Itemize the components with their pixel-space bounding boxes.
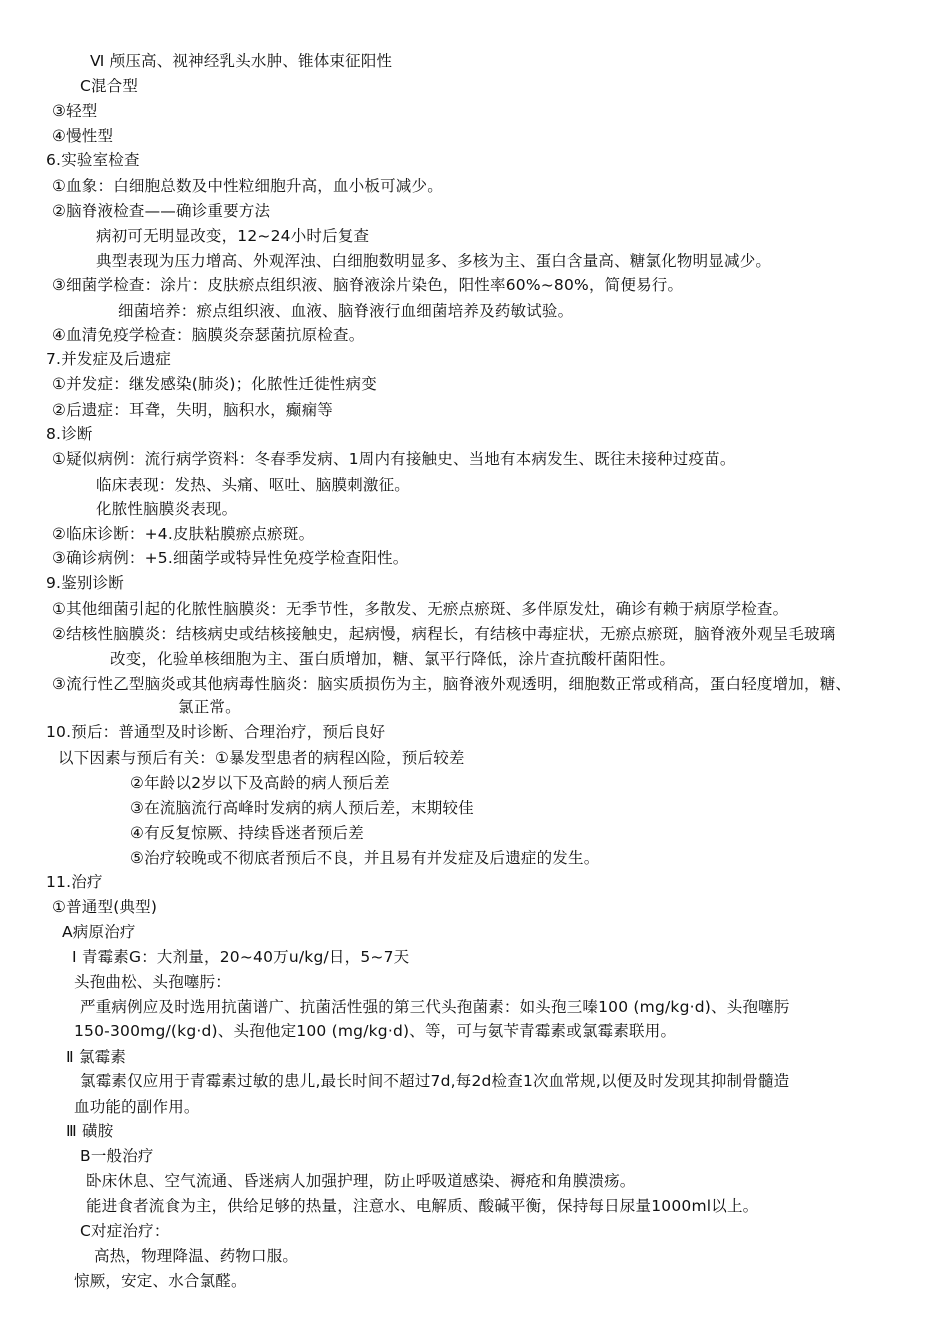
- text-line: ③在流脑流行高峰时发病的病人预后差，末期较佳: [130, 799, 474, 817]
- text-line: ①普通型(典型): [52, 898, 158, 916]
- text-line: 病初可无明显改变，12~24小时后复查: [96, 227, 370, 245]
- text-line: ③流行性乙型脑炎或其他病毒性脑炎：脑实质损伤为主，脑脊液外观透明，细胞数正常或稍高，蛋白轻度增加，糖、: [52, 675, 852, 693]
- text-line: ④血清免疫学检查：脑膜炎奈瑟菌抗原检查。: [52, 326, 365, 344]
- text-line: 卧床休息、空气流通、昏迷病人加强护理，防止呼吸道感染、褥疮和角膜溃疡。: [86, 1172, 636, 1190]
- text-line: A病原治疗: [62, 923, 136, 941]
- text-line: ③确诊病例：+5.细菌学或特异性免疫学检查阳性。: [52, 549, 409, 567]
- text-line: ②脑脊液检查——确诊重要方法: [52, 202, 271, 220]
- text-line: 改变，化验单核细胞为主、蛋白质增加，糖、氯平行降低，涂片查抗酸杆菌阳性。: [110, 650, 676, 668]
- text-line: Ⅱ 氯霉素: [66, 1048, 127, 1066]
- text-line: ④慢性型: [52, 127, 114, 145]
- text-line: Ⅲ 磺胺: [66, 1122, 114, 1140]
- text-line: 严重病例应及时选用抗菌谱广、抗菌活性强的第三代头孢菌素：如头孢三嗪100 (mg/kg·d)、头孢噻肟: [80, 998, 790, 1016]
- text-line: ①并发症：继发感染(肺炎)；化脓性迁徙性病变: [52, 375, 377, 393]
- text-line: 典型表现为压力增高、外观浑浊、白细胞数明显多、多核为主、蛋白含量高、糖氯化物明显减少。: [96, 252, 772, 270]
- text-line: 高热，物理降温、药物口服。: [94, 1247, 299, 1265]
- text-line: ③轻型: [52, 102, 98, 120]
- text-line: 细菌培养：瘀点组织液、血液、脑脊液行血细菌培养及药敏试验。: [118, 302, 574, 320]
- text-line: 惊厥，安定、水合氯醛。: [74, 1272, 247, 1290]
- text-line: 血功能的副作用。: [74, 1098, 200, 1116]
- text-line: ②结核性脑膜炎：结核病史或结核接触史，起病慢，病程长，有结核中毒症状，无瘀点瘀斑，脑脊液外观呈毛玻璃: [52, 625, 836, 643]
- text-line: 化脓性脑膜炎表现。: [96, 500, 238, 518]
- text-line: ⑤治疗较晚或不彻底者预后不良，并且易有并发症及后遗症的发生。: [130, 849, 600, 867]
- text-line: 以下因素与预后有关：①暴发型患者的病程凶险，预后较差: [58, 749, 465, 767]
- text-line: Ⅰ 青霉素G：大剂量，20~40万u/kg/日，5~7天: [72, 948, 410, 966]
- text-line: C混合型: [80, 77, 139, 95]
- section-heading: 11.治疗: [46, 873, 103, 891]
- text-line: ②年龄以2岁以下及高龄的病人预后差: [130, 774, 390, 792]
- text-line: ①疑似病例：流行病学资料：冬春季发病、1周内有接触史、当地有本病发生、既往未接种过疫苗。: [52, 450, 736, 468]
- text-line: ③细菌学检查：涂片：皮肤瘀点组织液、脑脊液涂片染色，阳性率60%~80%，简便易行。: [52, 276, 684, 294]
- section-heading: 7.并发症及后遗症: [46, 350, 172, 368]
- text-line: C对症治疗：: [80, 1222, 170, 1240]
- text-line: 临床表现：发热、头痛、呕吐、脑膜刺激征。: [96, 476, 411, 494]
- text-line: B一般治疗: [80, 1147, 154, 1165]
- text-line: 能进食者流食为主，供给足够的热量，注意水、电解质、酸碱平衡，保持每日尿量1000ml以上。: [86, 1197, 759, 1215]
- text-line: Ⅵ 颅压高、视神经乳头水肿、锥体束征阳性: [90, 52, 393, 70]
- text-line: 150-300mg/(kg·d)、头孢他定100 (mg/kg·d)、等，可与氨苄青霉素或氯霉素联用。: [74, 1022, 677, 1040]
- section-heading: 6.实验室检查: [46, 151, 140, 169]
- text-line: 氯正常。: [178, 698, 241, 716]
- text-line: ①其他细菌引起的化脓性脑膜炎：无季节性，多散发、无瘀点瘀斑、多伴原发灶，确诊有赖于病原学检查。: [52, 600, 789, 618]
- section-heading: 10.预后：普通型及时诊断、合理治疗，预后良好: [46, 723, 386, 741]
- section-heading: 8.诊断: [46, 425, 93, 443]
- text-line: ②后遗症：耳聋，失明，脑积水，癫痫等: [52, 401, 333, 419]
- text-line: 头孢曲松、头孢噻肟：: [74, 973, 232, 991]
- section-heading: 9.鉴别诊断: [46, 574, 124, 592]
- text-line: ②临床诊断：+4.皮肤粘膜瘀点瘀斑。: [52, 525, 315, 543]
- text-line: ④有反复惊厥、持续昏迷者预后差: [130, 824, 364, 842]
- text-line: 氯霉素仅应用于青霉素过敏的患儿,最长时间不超过7d,每2d检查1次血常规,以便及时发现其抑制骨髓造: [80, 1072, 790, 1090]
- text-line: ①血象：白细胞总数及中性粒细胞升高，血小板可减少。: [52, 177, 443, 195]
